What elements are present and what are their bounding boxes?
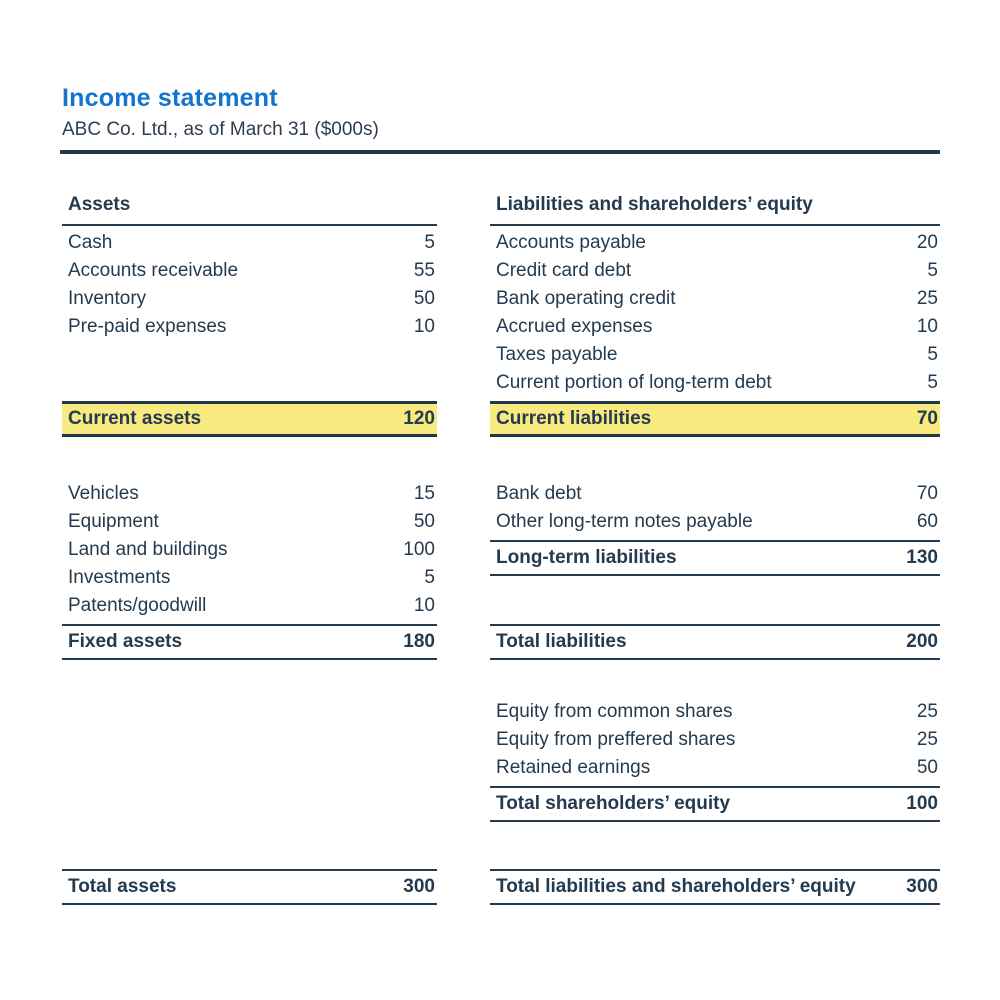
row-value: 50 (413, 288, 435, 309)
total-assets-row (62, 869, 437, 905)
table-row (62, 285, 437, 313)
table-row (490, 313, 940, 341)
row-label: Accrued expenses (496, 316, 653, 337)
table-row (62, 480, 437, 508)
equity-rows (490, 698, 940, 782)
total-label: Total liabilities (496, 631, 627, 652)
total-value: 70 (916, 408, 938, 429)
total-liabilities-row (490, 624, 940, 660)
assets-column-header: Assets (62, 194, 437, 226)
current-assets-total-row (62, 401, 437, 437)
row-value: 25 (916, 701, 938, 722)
row-label: Current portion of long-term debt (496, 372, 772, 393)
current-liabilities-total-row (490, 401, 940, 437)
table-row (62, 508, 437, 536)
row-label: Credit card debt (496, 260, 632, 281)
table-row (490, 698, 940, 726)
row-value: 10 (413, 316, 435, 337)
total-label: Total assets (68, 876, 177, 897)
row-value: 55 (413, 260, 435, 281)
row-value: 10 (916, 316, 938, 337)
row-label: Inventory (68, 288, 147, 309)
table-row (62, 592, 437, 620)
total-value: 130 (906, 547, 938, 568)
row-label: Land and buildings (68, 539, 228, 560)
row-label: Vehicles (68, 483, 139, 504)
table-row (490, 369, 940, 397)
total-shareholders-equity-row (490, 786, 940, 822)
row-label: Equipment (68, 511, 159, 532)
total-label: Current liabilities (496, 408, 652, 429)
total-label: Current assets (68, 408, 202, 429)
total-value: 100 (906, 793, 938, 814)
total-label: Total liabilities and shareholders’ equity (496, 876, 856, 897)
row-label: Investments (68, 567, 171, 588)
row-label: Cash (68, 232, 113, 253)
row-label: Pre-paid expenses (68, 316, 227, 337)
total-value: 300 (906, 876, 938, 897)
row-label: Retained earnings (496, 757, 651, 778)
row-value: 25 (916, 288, 938, 309)
total-value: 120 (403, 408, 435, 429)
row-value: 5 (424, 567, 435, 588)
table-row (490, 754, 940, 782)
table-row (62, 257, 437, 285)
row-value: 5 (927, 344, 938, 365)
row-value: 5 (927, 260, 938, 281)
table-row (490, 480, 940, 508)
table-row (490, 229, 940, 257)
row-label: Accounts payable (496, 232, 646, 253)
row-label: Equity from common shares (496, 701, 733, 722)
total-value: 180 (403, 631, 435, 652)
table-row (490, 726, 940, 754)
table-row (62, 313, 437, 341)
row-label: Equity from preffered shares (496, 729, 736, 750)
row-value: 5 (424, 232, 435, 253)
header-divider-rule (60, 150, 940, 154)
table-row (490, 508, 940, 536)
current-assets-rows (62, 229, 437, 341)
total-liabilities-and-equity-row (490, 869, 940, 905)
table-row (490, 285, 940, 313)
fixed-assets-rows (62, 480, 437, 620)
total-label: Long-term liabilities (496, 547, 677, 568)
row-value: 25 (916, 729, 938, 750)
longterm-liabilities-total-row (490, 540, 940, 576)
total-label: Fixed assets (68, 631, 183, 652)
page-subtitle: ABC Co. Ltd., as of March 31 ($000s) (62, 119, 379, 140)
total-value: 300 (403, 876, 435, 897)
liabilities-column-header: Liabilities and shareholders’ equity (490, 194, 940, 226)
page-title: Income statement (62, 84, 278, 112)
table-row (490, 257, 940, 285)
row-value: 50 (413, 511, 435, 532)
table-row (62, 229, 437, 257)
row-value: 10 (413, 595, 435, 616)
row-value: 100 (403, 539, 435, 560)
row-value: 50 (916, 757, 938, 778)
table-row (490, 341, 940, 369)
row-value: 60 (916, 511, 938, 532)
row-label: Taxes payable (496, 344, 618, 365)
table-row (62, 536, 437, 564)
total-value: 200 (906, 631, 938, 652)
row-value: 5 (927, 372, 938, 393)
row-value: 20 (916, 232, 938, 253)
row-label: Other long-term notes payable (496, 511, 753, 532)
current-liabilities-rows (490, 229, 940, 397)
row-value: 70 (916, 483, 938, 504)
row-value: 15 (413, 483, 435, 504)
table-row (62, 564, 437, 592)
row-label: Accounts receivable (68, 260, 239, 281)
fixed-assets-total-row (62, 624, 437, 660)
total-label: Total shareholders’ equity (496, 793, 731, 814)
row-label: Patents/goodwill (68, 595, 207, 616)
row-label: Bank debt (496, 483, 582, 504)
row-label: Bank operating credit (496, 288, 676, 309)
longterm-liabilities-rows (490, 480, 940, 536)
